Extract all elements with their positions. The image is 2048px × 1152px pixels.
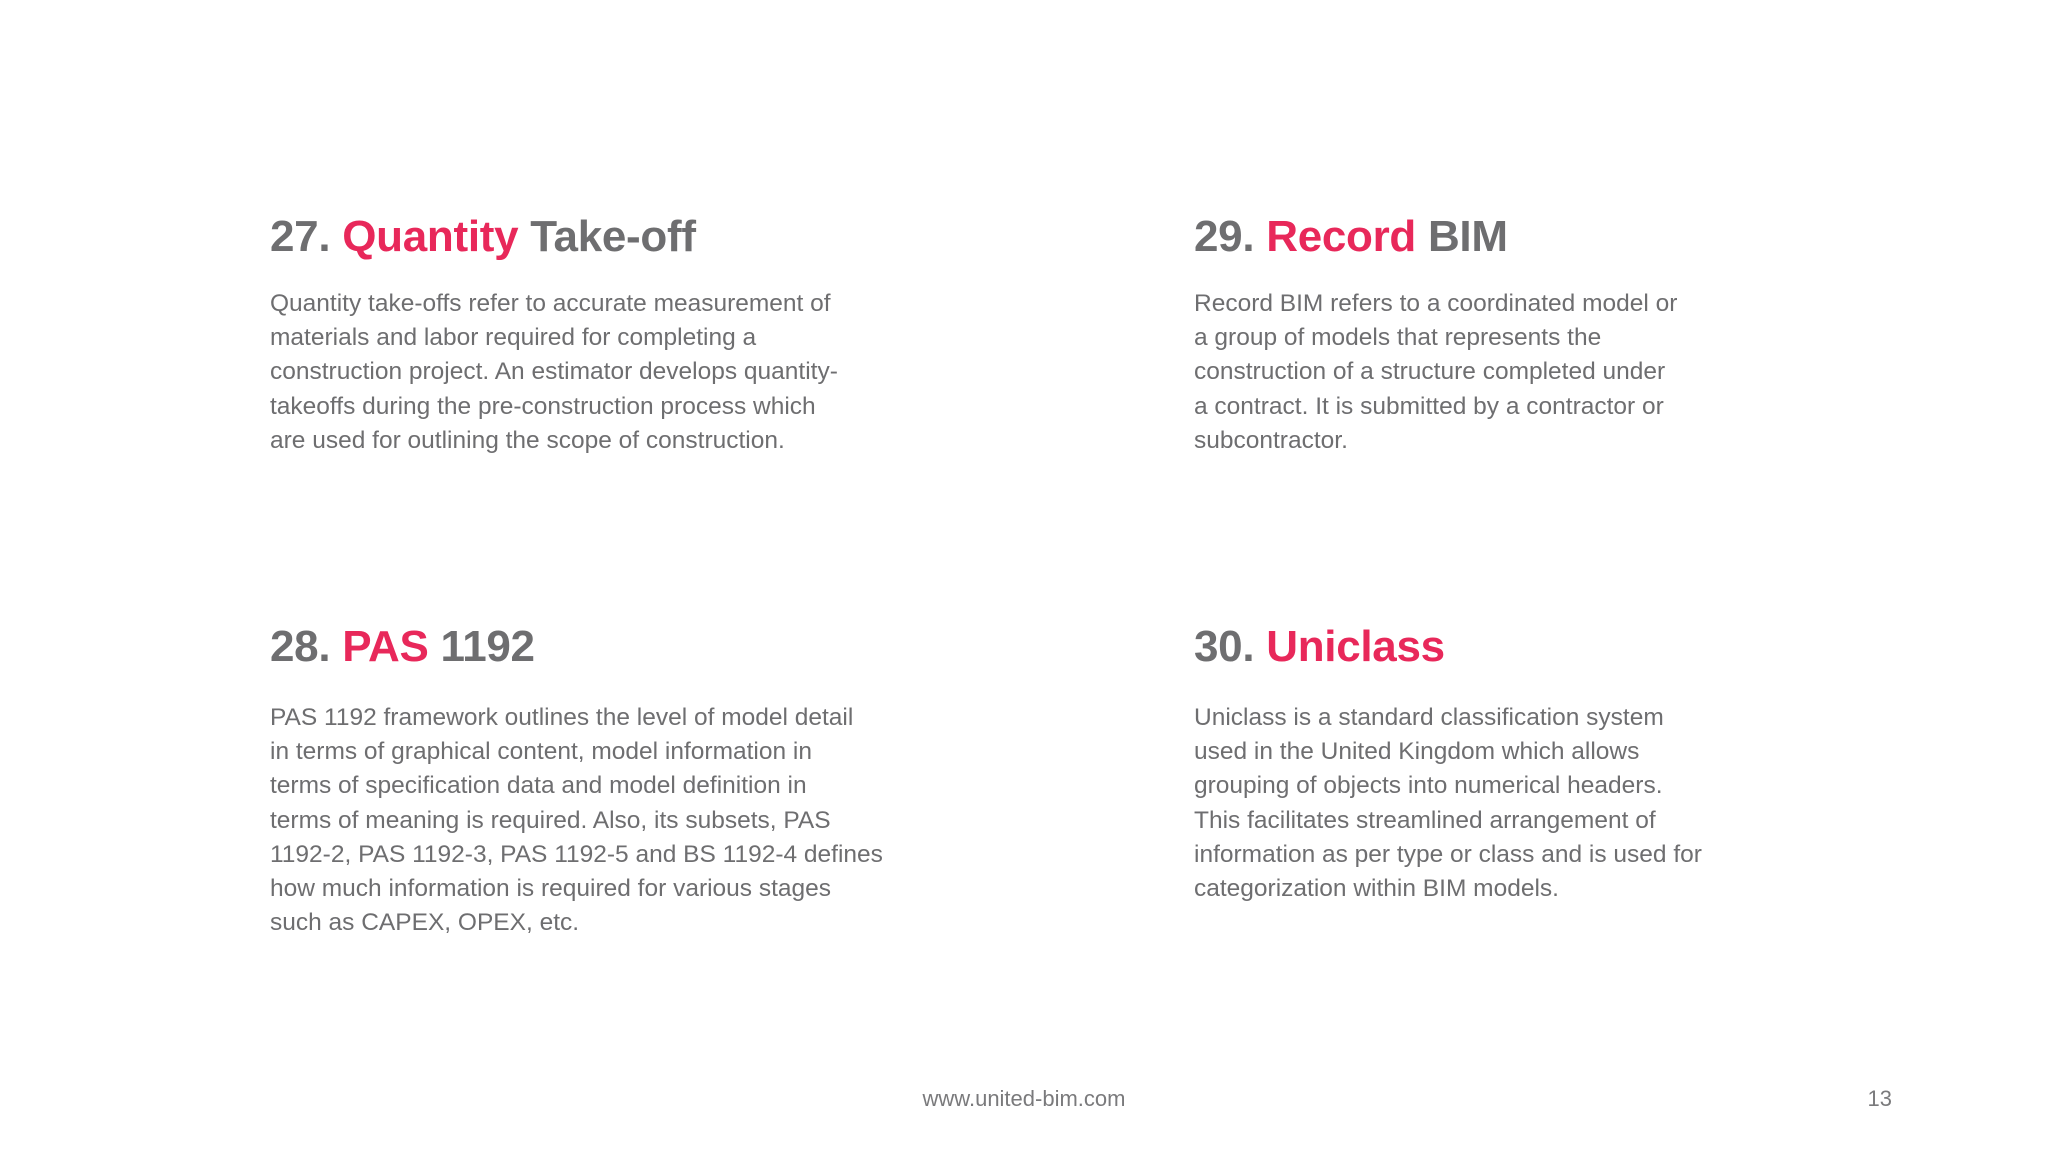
term-pas-1192 <box>270 619 883 940</box>
term-description <box>270 701 883 940</box>
footer-website-url: www.united-bim.com <box>922 1086 1126 1111</box>
description-line: a contract. It is submitted by a contractor or <box>1194 392 1664 420</box>
term-highlight: Uniclass <box>1266 622 1445 671</box>
description-line: terms of specification data and model definition in <box>270 772 807 800</box>
description-line: how much information is required for various stages <box>270 875 832 903</box>
description-line: construction project. An estimator develops quantity- <box>270 358 838 386</box>
description-line: 1192-2, PAS 1192-3, PAS 1192-5 and BS 1192-4 defines <box>270 840 883 868</box>
page-number: 13 <box>1867 1086 1892 1111</box>
term-rest: 1192 <box>440 622 535 671</box>
description-line: construction of a structure completed under <box>1194 358 1666 386</box>
term-description <box>270 287 838 458</box>
description-line: terms of meaning is required. Also, its subsets, PAS <box>270 806 831 834</box>
description-line: Record BIM refers to a coordinated model or <box>1194 290 1678 317</box>
term-heading <box>270 209 838 265</box>
term-highlight: Record <box>1266 212 1417 261</box>
description-line: Uniclass is a standard classification system <box>1194 704 1664 731</box>
term-number: 27. <box>270 212 331 261</box>
term-highlight: PAS <box>342 622 429 671</box>
term-heading <box>1194 619 1702 675</box>
term-number: 29. <box>1194 212 1255 261</box>
description-line: information as per type or class and is used for <box>1194 840 1702 868</box>
term-uniclass <box>1194 619 1702 906</box>
description-line: subcontractor. <box>1194 426 1348 454</box>
term-description <box>1194 701 1702 906</box>
description-line: in terms of graphical content, model information in <box>270 738 812 766</box>
description-line: grouping of objects into numerical headers. <box>1194 772 1663 800</box>
term-rest: BIM <box>1427 212 1508 261</box>
description-line: materials and labor required for completing a <box>270 324 757 352</box>
term-quantity-take-off <box>270 209 838 458</box>
description-line: such as CAPEX, OPEX, etc. <box>270 909 580 937</box>
description-line: This facilitates streamlined arrangement of <box>1194 806 1656 834</box>
description-line: used in the United Kingdom which allows <box>1194 738 1640 766</box>
term-heading <box>1194 209 1677 265</box>
term-number: 30. <box>1194 622 1255 671</box>
description-line: PAS 1192 framework outlines the level of model detail <box>270 704 854 731</box>
term-description <box>1194 287 1677 458</box>
description-line: takeoffs during the pre-construction process which <box>270 392 816 420</box>
term-highlight: Quantity <box>342 212 519 261</box>
term-record-bim <box>1194 209 1677 458</box>
term-heading <box>270 619 883 675</box>
description-line: are used for outlining the scope of construction. <box>270 426 785 454</box>
term-number: 28. <box>270 622 331 671</box>
description-line: a group of models that represents the <box>1194 324 1602 352</box>
description-line: categorization within BIM models. <box>1194 875 1559 903</box>
description-line: Quantity take-offs refer to accurate measurement of <box>270 290 831 317</box>
term-rest: Take-off <box>530 212 696 261</box>
